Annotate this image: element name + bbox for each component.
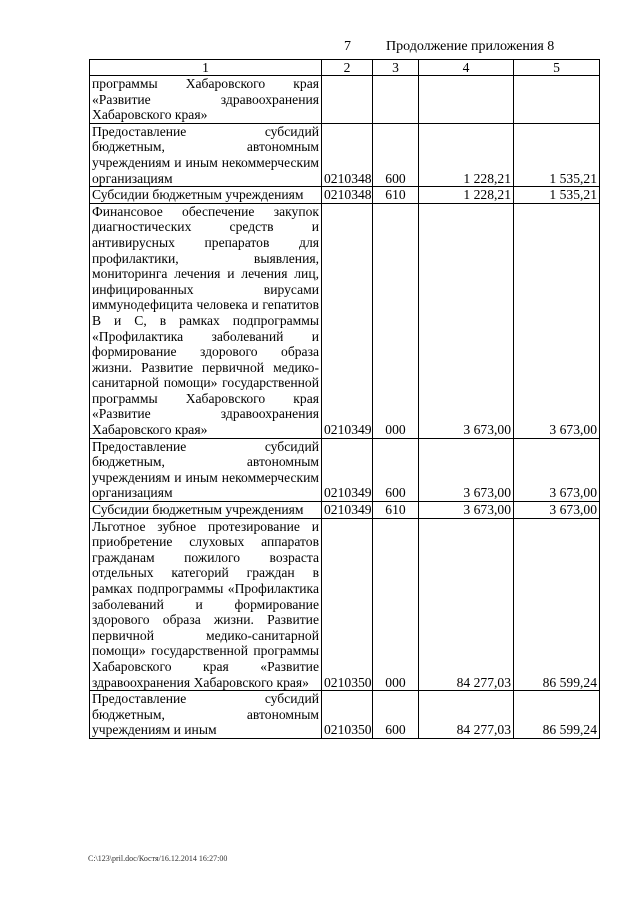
column-header-sum2: 5 (514, 60, 600, 76)
row-vr: 610 (373, 502, 419, 519)
row-name: Предоставление субсидий бюджетным, автономным учреждениям и иным (90, 691, 322, 739)
row-name: программы Хабаровского края «Развитие здравоохранения Хабаровского края» (90, 76, 322, 124)
table-row (90, 691, 600, 739)
row-name: Льготное зубное протезирование и приобретение слуховых аппаратов гражданам пожилого возраста отдельных категорий граждан в рамках подпрограммы «Профилактика заболеваний и формирование здорового образа жизни. Развитие первичной медико-санитарной помощи» государственной программы Хабаровского края «Развитие здравоохранения Хабаровского края» (90, 518, 322, 691)
row-code: 0210349 (322, 203, 373, 438)
table-header-row (90, 60, 600, 76)
page-number: 7 (344, 39, 351, 54)
row-sum2: 86 599,24 (514, 518, 600, 691)
row-sum1 (419, 76, 514, 124)
table-row (90, 438, 600, 501)
row-vr (373, 76, 419, 124)
column-header-vr: 3 (373, 60, 419, 76)
row-sum2: 1 535,21 (514, 123, 600, 186)
row-sum1: 3 673,00 (419, 438, 514, 501)
row-sum2: 1 535,21 (514, 187, 600, 204)
row-name: Предоставление субсидий бюджетным, автономным учреждениям и иным некоммерческим организациям (90, 438, 322, 501)
row-name: Субсидии бюджетным учреждениям (90, 187, 322, 204)
table-row (90, 123, 600, 186)
continuation-title: Продолжение приложения 8 (386, 39, 555, 54)
column-header-name: 1 (90, 60, 322, 76)
table-row (90, 76, 600, 124)
row-name: Субсидии бюджетным учреждениям (90, 502, 322, 519)
row-sum2: 3 673,00 (514, 203, 600, 438)
row-sum1: 84 277,03 (419, 691, 514, 739)
column-header-sum1: 4 (419, 60, 514, 76)
row-sum1: 3 673,00 (419, 203, 514, 438)
row-vr: 610 (373, 187, 419, 204)
row-code: 0210348 (322, 187, 373, 204)
file-path-footer: C:\123\pril.doc/Костя/16.12.2014 16:27:00 (88, 854, 228, 863)
table-row (90, 518, 600, 691)
row-sum2: 86 599,24 (514, 691, 600, 739)
column-header-code: 2 (322, 60, 373, 76)
row-vr: 600 (373, 438, 419, 501)
row-sum1: 1 228,21 (419, 187, 514, 204)
row-name: Предоставление субсидий бюджетным, автономным учреждениям и иным некоммерческим организациям (90, 123, 322, 186)
row-code: 0210349 (322, 438, 373, 501)
row-code: 0210350 (322, 691, 373, 739)
row-vr: 600 (373, 123, 419, 186)
row-vr: 600 (373, 691, 419, 739)
row-sum1: 1 228,21 (419, 123, 514, 186)
budget-table (89, 59, 600, 739)
row-vr: 000 (373, 518, 419, 691)
row-vr: 000 (373, 203, 419, 438)
row-sum1: 3 673,00 (419, 502, 514, 519)
row-code (322, 76, 373, 124)
table-row (90, 187, 600, 204)
row-sum2 (514, 76, 600, 124)
row-sum1: 84 277,03 (419, 518, 514, 691)
table-row (90, 203, 600, 438)
row-code: 0210349 (322, 502, 373, 519)
table-row (90, 502, 600, 519)
row-name: Финансовое обеспечение закупок диагностических средств и антивирусных препаратов для профилактики, выявления, мониторинга лечения и лечения лиц, инфицированных вирусами иммунодефицита человека и гепатитов В и С, в рамках подпрограммы «Профилактика заболеваний и формирование здорового образа жизни. Развитие первичной медико-санитарной помощи» государственной программы Хабаровского края «Развитие здравоохранения Хабаровского края» (90, 203, 322, 438)
row-code: 0210350 (322, 518, 373, 691)
row-code: 0210348 (322, 123, 373, 186)
row-sum2: 3 673,00 (514, 438, 600, 501)
row-sum2: 3 673,00 (514, 502, 600, 519)
